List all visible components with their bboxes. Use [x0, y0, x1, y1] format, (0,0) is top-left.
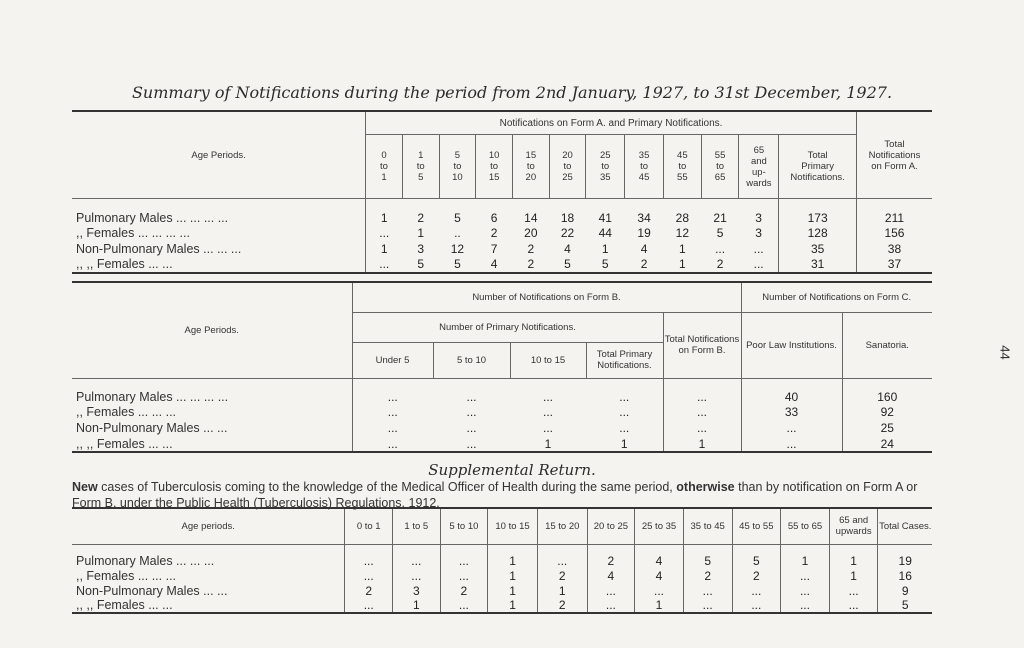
- table-cell: 38: [856, 241, 932, 257]
- table-cell: 28: [675, 210, 690, 225]
- table-cell: 40: [741, 378, 842, 404]
- table-cell: 6: [490, 210, 498, 225]
- table-cell: 44: [598, 225, 612, 240]
- table-cell: ...: [542, 421, 553, 435]
- table-cell: 2: [732, 568, 781, 583]
- sanatoria-header: Sanatoria.: [842, 312, 932, 378]
- age-column-header: [739, 135, 779, 199]
- row-label: ,, Females ... ... ...: [72, 568, 345, 583]
- header-line: to: [380, 161, 388, 172]
- table-cell: 19: [878, 544, 932, 568]
- table-cell: ...: [352, 436, 433, 452]
- table-cell: 4: [635, 544, 684, 568]
- table-cell: ...: [366, 257, 403, 273]
- primary-notifications-header: Number of Primary Notifications.: [352, 312, 663, 342]
- form-b-c-notifications-table: [72, 281, 932, 453]
- subcol-10-to-15: 10 to 15: [510, 342, 586, 378]
- table-cell: 5: [549, 257, 586, 273]
- header-line: to: [563, 161, 572, 172]
- table-cell: ...: [619, 421, 630, 435]
- table-cell: ...: [753, 241, 764, 256]
- total-form-a-header: Total Notifications on Form A.: [856, 111, 932, 199]
- table-cell: 3: [755, 210, 762, 225]
- header-line: Primary: [801, 161, 834, 172]
- table-cell: ...: [379, 225, 390, 240]
- table-cell: ...: [741, 436, 842, 452]
- header-line: 35: [599, 172, 611, 183]
- table-cell: 2: [440, 583, 488, 598]
- table-cell: 1: [417, 225, 425, 240]
- supplemental-description: New cases of Tuberculosis coming to the knowledge of the Medical Officer of Health during the same period, otherwise than by notification on Form A or Form B, under the Public Health (Tuberculosis) Regulations, 1912.: [72, 480, 918, 510]
- header-line: 45: [677, 150, 688, 161]
- header-line: 25: [599, 150, 611, 161]
- page-title: Summary of Notifications during the period from 2nd January, 1927, to 31st December, 1927.: [131, 83, 893, 102]
- header-line: to: [716, 161, 725, 172]
- table-cell: 4: [476, 257, 513, 273]
- age-periods-header: Age Periods.: [72, 282, 352, 378]
- age-column-header: 65 and upwards: [829, 508, 878, 544]
- table-cell: 20: [524, 225, 538, 240]
- table-cell: ...: [635, 583, 684, 598]
- table-row: [72, 568, 932, 583]
- table-cell: 2: [490, 225, 498, 240]
- table-row: [72, 404, 932, 420]
- age-column-header: [701, 135, 739, 199]
- table-cell: 2: [701, 257, 739, 273]
- age-column-header: 45 to 55: [732, 508, 781, 544]
- form-a-group-header: Notifications on Form A. and Primary Notifications.: [366, 111, 857, 135]
- table-cell: 5: [683, 544, 732, 568]
- table-cell: 33: [741, 404, 842, 420]
- table-cell: 4: [564, 241, 571, 256]
- table-cell: 12: [675, 225, 690, 240]
- table-cell: ...: [663, 378, 741, 404]
- table-row: [72, 544, 932, 568]
- table-row: [72, 241, 932, 257]
- table-cell: 3: [393, 583, 441, 598]
- table-cell: 5: [402, 257, 439, 273]
- table-cell: ...: [387, 405, 398, 419]
- age-column-header: 25 to 35: [635, 508, 684, 544]
- age-column-header: [663, 135, 701, 199]
- age-column-header: [512, 135, 549, 199]
- header-line: 1: [381, 172, 387, 183]
- row-label: ,, ,, Females ... ...: [72, 257, 366, 273]
- row-label: Non-Pulmonary Males ... ...: [72, 583, 345, 598]
- table-cell: ...: [663, 404, 741, 420]
- header-line: 10: [452, 172, 463, 183]
- header-line: Notifications.: [790, 172, 845, 183]
- row-label: Non-Pulmonary Males ... ... ...: [72, 241, 366, 257]
- table-cell: 2: [537, 598, 587, 613]
- table-row: [72, 225, 932, 241]
- table-cell: ...: [781, 598, 830, 613]
- table-row: [72, 436, 932, 452]
- table-cell: ...: [466, 390, 477, 404]
- table-cell: 2: [537, 568, 587, 583]
- table-cell: 1: [380, 241, 388, 256]
- table-cell: ...: [387, 421, 398, 435]
- age-column-header: [402, 135, 439, 199]
- header-line: to: [640, 161, 649, 172]
- table-cell: ...: [683, 598, 732, 613]
- age-column-header: [439, 135, 476, 199]
- table-cell: 1: [781, 544, 830, 568]
- table-cell: 1: [663, 436, 741, 452]
- table-row: [72, 257, 932, 273]
- table-cell: ...: [732, 583, 781, 598]
- table-cell: ...: [663, 420, 741, 436]
- header-line: 65: [753, 144, 765, 156]
- supplemental-title: Supplemental Return.: [428, 461, 596, 479]
- table-cell: 34: [637, 210, 651, 225]
- table-cell: 128: [779, 225, 857, 241]
- table-cell: 19: [637, 225, 651, 240]
- table-cell: ...: [440, 568, 488, 583]
- header-line: 25: [562, 172, 573, 183]
- table-cell: 21: [713, 210, 727, 225]
- table-cell: 5: [454, 210, 461, 225]
- header-line: 10: [488, 150, 500, 161]
- table-cell: 1: [488, 598, 538, 613]
- table-cell: 160: [842, 378, 932, 404]
- table-cell: ...: [537, 544, 587, 568]
- table-cell: 2: [625, 257, 664, 273]
- table-cell: 25: [842, 420, 932, 436]
- table-cell: 41: [598, 210, 612, 225]
- table-cell: 1: [635, 598, 684, 613]
- age-column-header: 5 to 10: [440, 508, 488, 544]
- table-cell: ...: [466, 421, 477, 435]
- row-label: Pulmonary Males ... ... ... ...: [72, 199, 366, 225]
- age-column-header: Total Cases.: [878, 508, 932, 544]
- subcol-total-primary: Total Primary Notifications.: [586, 342, 663, 378]
- header-line: to: [416, 161, 425, 172]
- row-label: ,, Females ... ... ... ...: [72, 225, 366, 241]
- table-cell: 4: [640, 241, 648, 256]
- table-cell: ...: [781, 583, 830, 598]
- table-cell: 211: [856, 199, 932, 225]
- table-cell: 22: [560, 225, 575, 240]
- header-line: 1: [418, 150, 424, 161]
- table-cell: 1: [510, 436, 586, 452]
- age-column-header: 0 to 1: [345, 508, 393, 544]
- table-cell: ...: [433, 436, 510, 452]
- table-cell: 156: [856, 225, 932, 241]
- table-cell: 1: [829, 568, 878, 583]
- form-b-header: Number of Notifications on Form B.: [352, 282, 741, 312]
- page-number: 44: [997, 345, 1013, 360]
- age-column-header: [366, 135, 403, 199]
- table-cell: ...: [393, 568, 441, 583]
- row-label: Non-Pulmonary Males ... ...: [72, 420, 352, 436]
- table-cell: 2: [417, 210, 425, 225]
- table-row: [72, 598, 932, 613]
- table-row: [72, 199, 932, 225]
- table-row: [72, 378, 932, 404]
- table-cell: 18: [560, 210, 575, 225]
- table-cell: ...: [387, 390, 398, 404]
- table-cell: ...: [715, 241, 726, 256]
- table-cell: 1: [586, 436, 663, 452]
- table-cell: 2: [527, 241, 535, 256]
- table-cell: ...: [741, 420, 842, 436]
- row-label: Pulmonary Males ... ... ...: [72, 544, 345, 568]
- table-cell: 7: [490, 241, 498, 256]
- table-cell: 2: [365, 583, 373, 598]
- table-cell: 9: [878, 583, 932, 598]
- table-cell: ..: [454, 225, 461, 240]
- table-cell: ...: [732, 598, 781, 613]
- table-cell: ...: [739, 257, 779, 273]
- table-cell: 5: [439, 257, 476, 273]
- supplemental-return-table: [72, 507, 932, 614]
- table-cell: 35: [779, 241, 857, 257]
- table-cell: 16: [878, 568, 932, 583]
- header-line: wards: [746, 177, 772, 189]
- header-line: 20: [562, 150, 573, 161]
- header-line: 0: [381, 150, 387, 161]
- table-cell: 4: [587, 568, 635, 583]
- table-cell: ...: [363, 554, 374, 568]
- header-line: 15: [488, 172, 500, 183]
- age-column-header: 55 to 65: [781, 508, 830, 544]
- table-cell: 3: [417, 241, 425, 256]
- header-line: 5: [418, 172, 424, 183]
- header-line: and: [750, 155, 767, 167]
- header-line: 55: [677, 172, 688, 183]
- age-column-header: 15 to 20: [537, 508, 587, 544]
- table-cell: ...: [440, 544, 488, 568]
- header-line: to: [490, 161, 499, 172]
- header-line: to: [453, 161, 462, 172]
- header-line: 20: [525, 172, 537, 183]
- header-line: to: [601, 161, 610, 172]
- table-cell: 92: [842, 404, 932, 420]
- age-column-header: [779, 135, 857, 199]
- table-cell: ...: [587, 598, 635, 613]
- table-cell: ...: [619, 390, 630, 404]
- age-column-header: 20 to 25: [587, 508, 635, 544]
- header-line: to: [526, 161, 535, 172]
- table-cell: ...: [363, 568, 374, 583]
- table-cell: 1: [663, 257, 701, 273]
- table-cell: 4: [635, 568, 684, 583]
- row-label: Pulmonary Males ... ... ... ...: [72, 378, 352, 404]
- table-cell: ...: [829, 598, 878, 613]
- table-cell: 1: [601, 241, 609, 256]
- header-line: to: [678, 161, 687, 172]
- poor-law-header: Poor Law Institutions.: [741, 312, 842, 378]
- age-column-header: [586, 135, 625, 199]
- age-column-header: 10 to 15: [488, 508, 538, 544]
- header-line: 45: [638, 172, 650, 183]
- table-row: [72, 583, 932, 598]
- table-cell: ...: [619, 405, 630, 419]
- row-label: ,, ,, Females ... ...: [72, 436, 352, 452]
- table-cell: ...: [542, 390, 553, 404]
- table-cell: ...: [440, 598, 488, 613]
- table-cell: 31: [779, 257, 857, 273]
- table-cell: 5: [878, 598, 932, 613]
- table-cell: 1: [488, 583, 538, 598]
- total-form-b-header: Total Notifications on Form B.: [663, 312, 741, 378]
- table-cell: 37: [856, 257, 932, 273]
- table-cell: 14: [524, 210, 538, 225]
- table-row: [72, 420, 932, 436]
- header-line: 15: [525, 150, 537, 161]
- age-periods-header: Age periods.: [72, 508, 345, 544]
- header-line: 65: [714, 172, 726, 183]
- age-column-header: [476, 135, 513, 199]
- table-cell: ...: [683, 583, 732, 598]
- subcol-5-to-10: 5 to 10: [433, 342, 510, 378]
- table-cell: 1: [537, 583, 587, 598]
- age-column-header: 1 to 5: [393, 508, 441, 544]
- table-cell: 2: [512, 257, 549, 273]
- table-cell: ...: [829, 583, 878, 598]
- row-label: ,, ,, Females ... ...: [72, 598, 345, 613]
- table-cell: 1: [393, 598, 441, 613]
- table-cell: 1: [488, 544, 538, 568]
- table-cell: 24: [842, 436, 932, 452]
- subcol-under-5: Under 5: [352, 342, 433, 378]
- age-periods-header: Age Periods.: [72, 111, 366, 199]
- table-cell: 1: [488, 568, 538, 583]
- header-line: 55: [714, 150, 726, 161]
- table-cell: ...: [587, 583, 635, 598]
- table-cell: 173: [779, 199, 857, 225]
- table-cell: ...: [542, 405, 553, 419]
- table-cell: ...: [466, 405, 477, 419]
- table-cell: 12: [450, 241, 465, 256]
- row-label: ,, Females ... ... ...: [72, 404, 352, 420]
- age-column-header: [625, 135, 664, 199]
- table-cell: ...: [393, 544, 441, 568]
- table-cell: 2: [683, 568, 732, 583]
- form-a-notifications-table: [72, 110, 932, 274]
- header-line: 35: [638, 150, 650, 161]
- table-cell: 1: [679, 241, 686, 256]
- table-cell: 5: [716, 225, 724, 240]
- table-cell: 2: [587, 544, 635, 568]
- table-cell: 1: [829, 544, 878, 568]
- table-cell: 5: [732, 544, 781, 568]
- header-line: 5: [454, 150, 461, 161]
- age-column-header: 35 to 45: [683, 508, 732, 544]
- table-cell: ...: [345, 598, 393, 613]
- header-line: Total: [807, 150, 828, 161]
- table-cell: 3: [755, 225, 762, 240]
- table-cell: 5: [586, 257, 625, 273]
- form-c-header: Number of Notifications on Form C.: [741, 282, 932, 312]
- table-cell: 1: [380, 210, 388, 225]
- age-column-header: [549, 135, 586, 199]
- header-line: up-: [752, 166, 766, 178]
- table-cell: ...: [781, 568, 830, 583]
